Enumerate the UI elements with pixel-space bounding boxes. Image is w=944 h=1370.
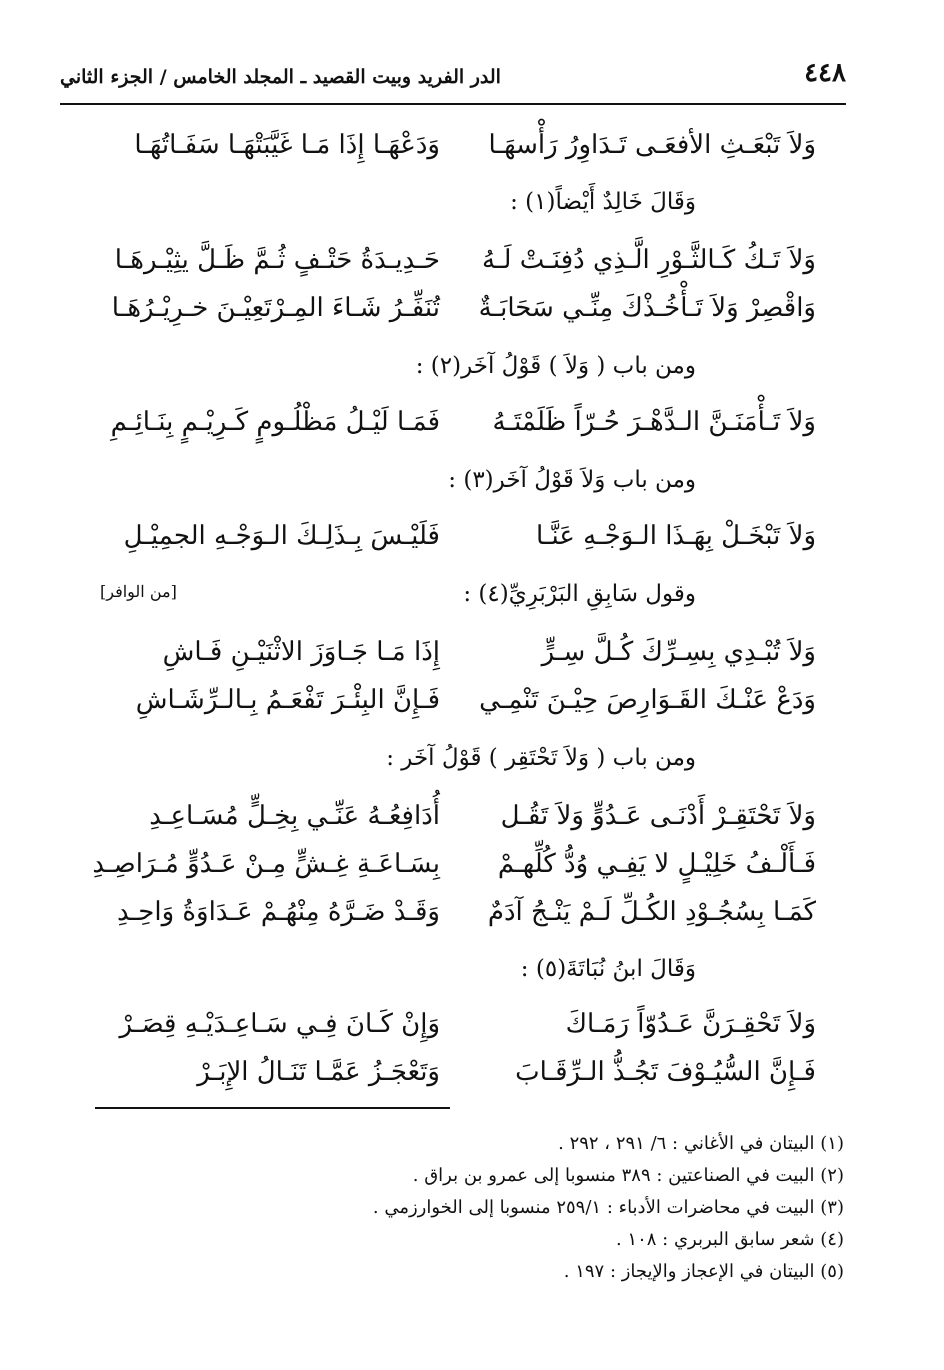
verse-line [60,888,846,936]
second-hemistich: أُدَافِعُـهُ عَنِّـي بِخِـلٍّ مُسَـاعِـدِ [149,801,440,831]
verse-line [60,236,846,284]
second-hemistich: فَمَـا لَيْـلُ مَظْلُـومٍ كَـرِيْـمٍ بِنَـائِـمِ [110,407,440,437]
intro-line [60,178,846,226]
verse-line [60,512,846,560]
second-hemistich: وَإِنْ كَـانَ فِـي سَـاعِـدَيْـهِ قِصَـرْ [119,1009,440,1039]
header-rule [60,103,846,105]
poet-intro: ومن باب ( وَلاَ تَحْتَقِر ) قَوْلُ آخَر : [386,745,696,771]
footnote: (٥) البيتان في الإعجاز والإيجاز : ١٩٧ . [563,1261,844,1282]
second-hemistich: وَتَعْجَـزُ عَمَّـا تَنَـالُ الإِبَـرْ [197,1057,440,1087]
poet-intro: وقول سَابِقِ البَرْبَرِيِّ(٤) : [463,581,696,607]
first-hemistich: فَـإِنَّ السُّيُـوْفَ تَجُـذُّ الـرِّقَـابَ [515,1057,816,1087]
first-hemistich: وَاقْصِرْ وَلاَ تَـأْخُـذْكَ مِنِّـي سَحَابَـةٌ [478,293,816,323]
first-hemistich: وَلاَ تَحْقِـرَنَّ عَـدُوّاً رَمَـاكَ [565,1009,816,1039]
poet-intro: ومن باب ( وَلاَ ) قَوْلُ آخَر(٢) : [415,353,696,379]
verse-line [60,840,846,888]
second-hemistich: تُنَفِّـرُ شَـاءَ المِـرْتَعِيْـنَ خـرِيْـرُهَـا [111,293,440,323]
first-hemistich: وَلاَ تَحْتَقِـرْ أَدْنَـى عَـدُوٍّ وَلاَ تَقُـل [500,801,816,831]
intro-line [60,456,846,504]
first-hemistich: وَلاَ تَبْخَـلْ بِهَـذَا الـوَجْـهِ عَنَّـا [535,521,816,551]
verse-line [60,1000,846,1048]
second-hemistich: وَقَـدْ ضَـرَّهُ مِنْهُـمْ عَـدَاوَةُ وَاحِـدِ [117,897,440,927]
verse-line [60,628,846,676]
second-hemistich: بِسَـاعَـةِ غِـشٍّ مِـنْ عَـدُوٍّ مُـرَاصِـدِ [92,849,440,879]
first-hemistich: كَمَـا بِسُجُـوْدِ الكُـلِّ لَـمْ يَنْـجُ آدَمٌ [487,897,816,927]
footnote-rule [95,1107,450,1109]
footnote: (٣) البيت في محاضرات الأدباء : ٢٥٩/١ منسوبا إلى الخوارزمي . [372,1197,844,1218]
meter-label: [من الوافر] [100,582,177,601]
page-number: ٤٤٨ [804,58,846,88]
intro-line [60,342,846,390]
second-hemistich: فَلَيْـسَ بِـذَلِـكَ الـوَجْـهِ الجمِيْـلِ [123,521,440,551]
verse-line [60,792,846,840]
footnote: (١) البيتان في الأغاني : ٦/ ٢٩١ ، ٢٩٢ . [558,1133,844,1154]
first-hemistich: وَلاَ تَـكُ كَـالثَّـوْرِ الَّـذِي دُفِنَـتْ لَـهُ [481,245,816,275]
poet-intro: وَقَالَ خَالِدٌ أَيْضاً(١) : [510,189,696,215]
first-hemistich: وَلاَ تَبْعَـثِ الأفعَـى تَـدَاوِرُ رَأْسهَـا [488,130,816,160]
verse-line [60,398,846,446]
footnote: (٤) شعر سابق البربري : ١٠٨ . [615,1229,844,1250]
intro-line [60,570,846,618]
running-title: الدر الفريد وبيت القصيد ـ المجلد الخامس / الجزء الثاني [60,66,501,88]
footnotes [60,1128,844,1288]
intro-line [60,734,846,782]
footnote: (٢) البيت في الصناعتين : ٣٨٩ منسوبا إلى عمرو بن براق . [412,1165,844,1186]
first-hemistich: وَلاَ تُبْـدِي بِسِـرِّكَ كُـلَّ سِـرٍّ [541,637,816,667]
poet-intro: وَقَالَ ابنُ نُبَاتَةَ(٥) : [520,956,696,982]
verse-line [60,121,846,169]
second-hemistich: وَدَعْهَـا إِذَا مَـا غَيَّبَتْهَـا سَفَـاتُهَـا [134,130,440,160]
second-hemistich: إِذَا مَـا جَـاوَزَ الاثْنَيْـنِ فَـاشِ [162,637,440,667]
second-hemistich: حَـدِيـدَةُ حَتْـفٍ ثُـمَّ ظَـلَّ يثِيْـرهَـا [114,245,440,275]
first-hemistich: فَـأَلْـفُ خَلِيْـلٍ لا يَفِـي وُدُّ كُلِّهـمْ [497,849,816,879]
poet-intro: ومن باب وَلاَ قَوْلُ آخَر(٣) : [448,467,696,493]
second-hemistich: فَـإِنَّ البِئْـرَ تَفْعَـمُ بِـالـرِّشَـاشِ [135,685,440,715]
verse-line [60,1048,846,1096]
page-header [60,58,846,98]
verse-line [60,284,846,332]
verse-line [60,676,846,724]
first-hemistich: وَلاَ تَـأْمَنَـنَّ الـدَّهْـرَ حُـرّاً ظَلَمْتَـهُ [492,407,816,437]
first-hemistich: وَدَعْ عَنْـكَ القَـوَارِصَ حِيْـنَ تَنْمِـي [479,685,816,715]
intro-line [60,945,846,993]
